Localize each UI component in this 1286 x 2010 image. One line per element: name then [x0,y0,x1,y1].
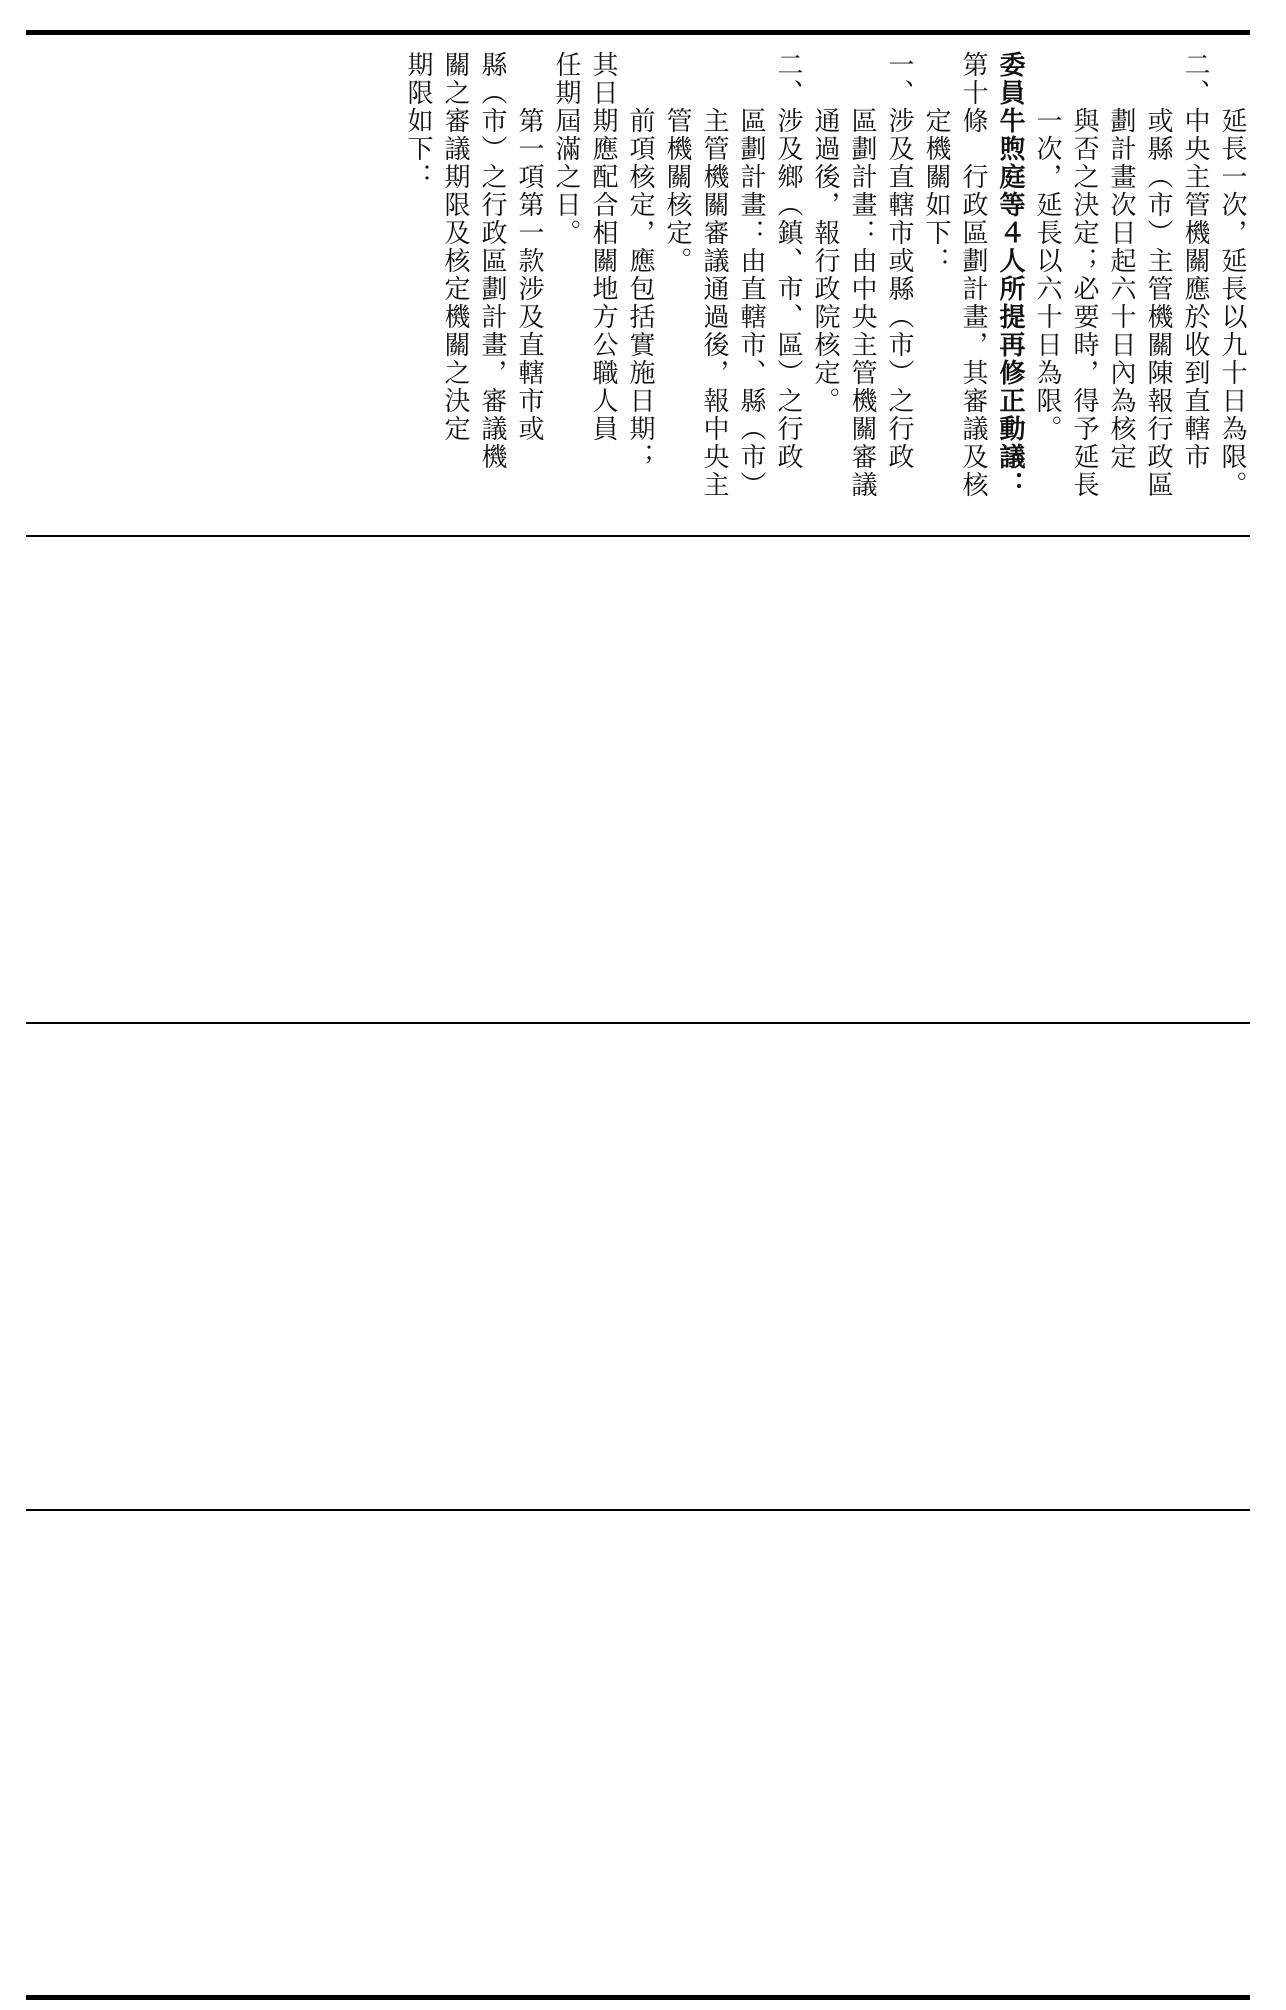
text-line: 一次，延長以六十日為限。 [1032,51,1062,443]
text-line: 區劃計畫：由直轄市、縣（市） [736,51,766,499]
text-line: 延長一次，延長以九十日為限。 [1217,51,1247,499]
text-line: 二、中央主管機關應於收到直轄市 [1180,51,1210,471]
text-line: 劃計畫次日起六十日內為核定 [1106,51,1136,471]
text-line: 二、涉及鄉（鎮、市、區）之行政 [773,51,803,471]
motion-heading: 委員牛煦庭等４人所提再修正動議： [995,51,1025,499]
text-column-1 [26,35,1250,535]
text-line: 管機關核定。 [662,51,692,275]
text-line: 通過後，報行政院核定。 [810,51,840,415]
text-line: 第十條 行政區劃計畫，其審議及核 [958,51,988,499]
text-line: 主管機關審議通過後，報中央主 [699,51,729,499]
text-line: 一、涉及直轄市或縣（市）之行政 [884,51,914,471]
vertical-text-block [399,35,1250,535]
text-line: 關之審議期限及核定機關之決定 [440,51,470,443]
text-line: 縣（市）之行政區劃計畫，審議機 [477,51,507,471]
text-column-2 [26,537,1250,1022]
bottom-rule [26,1995,1250,2000]
text-line: 與否之決定；必要時，得予延長 [1069,51,1099,499]
text-line: 定機關如下： [921,51,951,275]
text-column-3 [26,1024,1250,1509]
text-line: 任期屆滿之日。 [551,51,581,247]
text-line: 或縣（市）主管機關陳報行政區 [1143,51,1173,499]
text-line: 期限如下： [403,51,433,191]
text-line: 其日期應配合相關地方公職人員 [588,51,618,443]
text-line: 區劃計畫：由中央主管機關審議 [847,51,877,499]
text-column-4 [26,1511,1250,1995]
text-line: 前項核定，應包括實施日期； [625,51,655,471]
text-line: 第一項第一款涉及直轄市或 [514,51,544,443]
